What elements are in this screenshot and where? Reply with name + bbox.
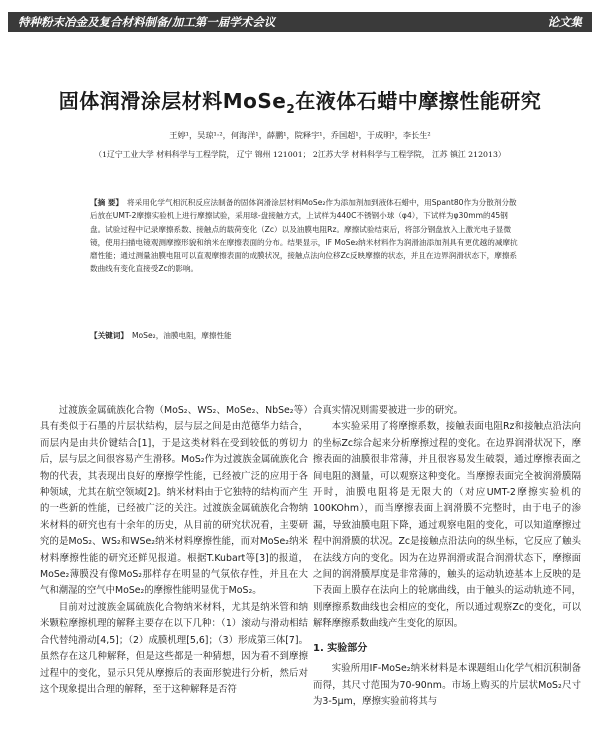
keywords-text: MoSe₂，油膜电阻，摩擦性能 — [131, 331, 232, 340]
header-section-label: 论文集 — [547, 15, 582, 29]
body-paragraph: 过渡族金属硫族化合物（MoS₂、WS₂、MoSe₂、NbSe₂等）具有类似于石墨的片层状结构，层与层之间是由范德华力结合，而层内是由共价键结合[1]，于是这类材料在受到较低的剪切力后，层与层之间很容易产生滑移。MoS₂作为过渡族金属硫族化合物的代表，其表现出良好的摩擦学性能，已经被广泛的应用于各种领域，尤其在航空领域[2]。纳米材料由于它独特的结构而产生的一些新的性能，已经被广泛的关注。过渡族金属硫族化合物纳米材料的研究也有十余年的历史，从目前的研究状况看，主要研究的是MoS₂、WS₂和WSe₂纳米材料摩擦性能，而对MoSe₂纳米材料摩擦性能的研究还鲜见报道。根据T.Kubart等[3]的报道，MoSe₂薄膜没有像MoS₂那样存在明显的气氛依存性，并且在大气和潮湿的空气中MoSe₂的摩擦性能明显优于MoS₂。 — [40, 405, 308, 597]
abstract-block — [90, 196, 520, 276]
body-paragraph: 合真实情况则需要被进一步的研究。 — [313, 405, 464, 416]
body-paragraph: 目前对过渡族金属硫族化合物纳米材料，尤其是纳米管和纳米颗粒摩擦机理的解释主要存在以下几种：（1）滚动与滑动相结合代替纯滑动[4,5]；（2）成膜机理[5,6]；（3）形成第三体[7]。虽然存在这几种解释，但是这些都是一种猜想，因为看不到摩擦过程中的变化，显示只凭从摩擦后的表面形貌进行分析，然后对这个现象提出合理的解释，至于这种解释是否符 — [40, 601, 308, 695]
keywords-block — [90, 330, 520, 341]
header-journal-name: 特种粉末冶金及复合材料制备/加工第一届学术会议 — [18, 15, 276, 29]
abstract-label: 【摘 要】 — [90, 198, 124, 207]
title-prefix: 固体润滑涂层材料MoSe — [58, 89, 287, 113]
body-paragraph: 实验所用IF-MoSe₂纳米材料是本课题组山化学气相沉积制备而得，其尺寸范围为70-90nm。市场上购买的片层状MoS₂尺寸为3-5μm，摩擦实验前将其与 — [313, 663, 581, 707]
section-heading: 1. 实验部分 — [313, 642, 368, 654]
title-subscript: 2 — [286, 102, 296, 116]
body-paragraph: 本实验采用了将摩擦系数，接触表面电阻Rz和接触点沿法向的坐标Zc综合起来分析摩擦过程的变化。在边界润滑状况下，摩擦表面的油膜很非常薄，并且很容易发生破裂，通过摩擦表面之间电阻的测量，可以观察这种变化。当摩擦表面完全被润滑膜隔开时，油膜电阻将是无限大的（对应UMT-2摩擦实验机的100KOhm），而当摩擦表面上润滑膜不完整时，由于电子的渗漏，导致油膜电阻下降，通过观察电阻的变化，可以知道摩擦过程中润滑膜的状况。Zc是接触点沿法向的纵坐标，它反应了触头在法线方向的变化。因为在边界润滑或混合润滑状态下，摩擦面之间的润滑膜厚度是非常薄的，触头的运动轨迹基本上反映的是下表面上膜存在法向上的轮廓曲线，由于触头的运动轨迹不同，则摩擦系数曲线也会相应的变化，所以通过观察Zc的变化，可以解释摩擦系数曲线产生变化的原因。 — [313, 421, 581, 630]
body-column-right — [313, 403, 581, 710]
author-list: 王婷¹，吴琼¹·²，何海洋¹，薛鹏¹，院释宇¹，乔国超¹，于成明²，李长生² — [169, 130, 431, 140]
title-suffix: 在液体石蜡中摩擦性能研究 — [295, 89, 542, 113]
keywords-label: 【关键词】 — [90, 331, 128, 340]
abstract-text: 将采用化学气相沉积反应法制备的固体润滑涂层材料MoSe₂作为添加剂加到液体石蜡中，用Spant80作为分散剂分散后放在UMT-2摩擦实验机上进行摩擦试验，采用球-盘接触方式，上试样为440C不锈钢小球（φ4），下试样为φ30mm的45钢盘。试验过程中记录摩擦系数、接触点的载荷变化（Zc）以及油膜电阻Rz。摩擦试验结束后，将部分钢盘放入上激光电子显微镜，使用扫描电镜观测摩擦形貌和纳米在摩擦表面的分布。结果显示，IF MoSe₂纳米材料作为润滑油添加剂具有更优越的减摩抗磨性能；通过测量油膜电阻可以直观摩擦表面的成膜状况，接触点法向位移Zc反映摩擦的状态，并且在边界润滑状态下，摩擦系数曲线有变化直接受Zc的影响。 — [90, 198, 518, 274]
paper-title — [0, 85, 600, 116]
affiliation: （1辽宁工业大学 材料科学与工程学院， 辽宁 锦州 121001； 2江苏大学 材料科学与工程学院， 江苏 镇江 212013） — [94, 150, 506, 159]
body-column-left — [40, 403, 308, 698]
journal-header-bar — [8, 12, 592, 32]
